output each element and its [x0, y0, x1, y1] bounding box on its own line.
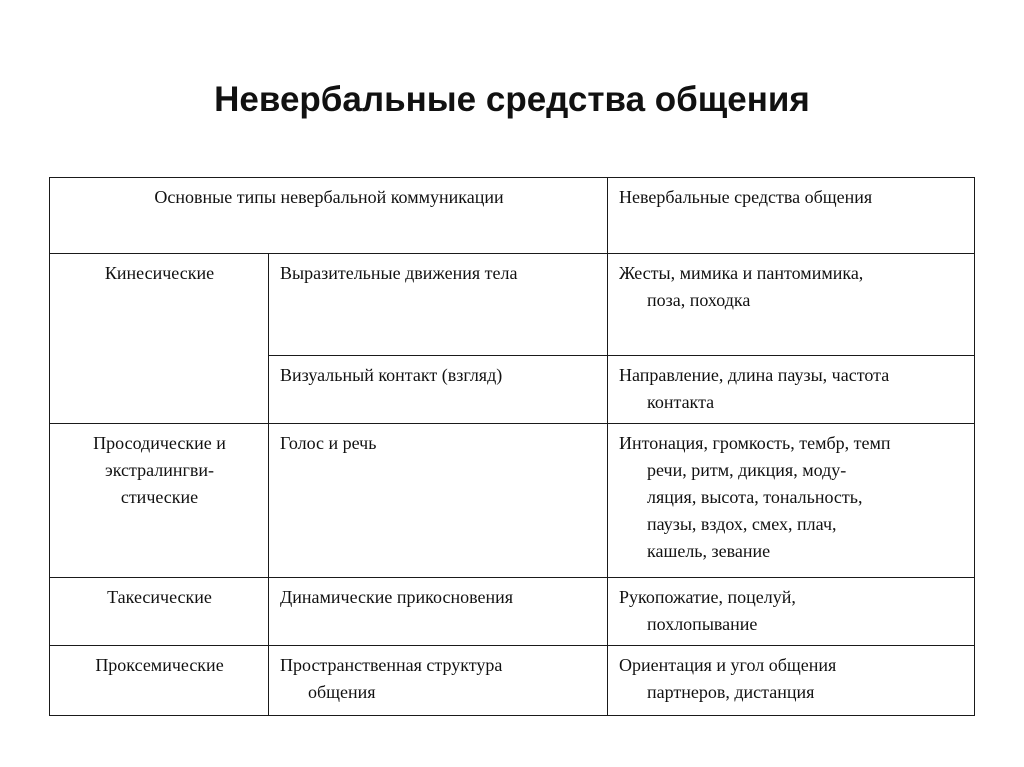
- means-cell: [608, 356, 975, 424]
- category-cell: [50, 646, 269, 716]
- subtype-cell: [269, 424, 608, 578]
- category-line: стические: [120, 487, 199, 507]
- table-row: [50, 424, 975, 578]
- header-cell-types: [50, 178, 608, 254]
- subtype-line: Выразительные движения тела: [280, 263, 518, 283]
- means-line: паузы, вздох, смех, плач,: [647, 514, 837, 534]
- subtype-line: Голос и речь: [280, 433, 377, 453]
- category-cell: [50, 254, 269, 424]
- subtype-cell: [269, 356, 608, 424]
- means-line: Интонация, громкость, тембр, темп: [619, 433, 891, 453]
- table-row: [50, 646, 975, 716]
- category-cell: [50, 578, 269, 646]
- table-header-row: [50, 178, 975, 254]
- category-line: Кинесические: [104, 263, 215, 283]
- subtype-line: Пространственная структура: [280, 655, 503, 675]
- subtype-line: Визуальный контакт (взгляд): [280, 365, 503, 385]
- category-line: Просодические и: [93, 433, 226, 453]
- means-line: Ориентация и угол общения: [619, 655, 837, 675]
- means-line: контакта: [647, 392, 715, 412]
- means-line: речи, ритм, дикция, моду-: [647, 460, 847, 480]
- means-cell: [608, 646, 975, 716]
- table-row: [50, 578, 975, 646]
- means-cell: [608, 254, 975, 356]
- means-cell: [608, 424, 975, 578]
- slide-title: Невербальные средства общения: [214, 80, 810, 119]
- table-row: [50, 254, 975, 356]
- header-types-text: Основные типы невербальной коммуникации: [154, 187, 504, 207]
- category-line: Проксемические: [95, 655, 224, 675]
- means-cell: [608, 578, 975, 646]
- means-line: Рукопожатие, поцелуй,: [619, 587, 796, 607]
- header-cell-means: [608, 178, 975, 254]
- header-means-text: Невербальные средства общения: [619, 187, 873, 207]
- means-line: партнеров, дистанция: [647, 682, 815, 702]
- subtype-cell: [269, 254, 608, 356]
- means-line: Направление, длина паузы, частота: [619, 365, 890, 385]
- subtype-line: Динамические прикосновения: [280, 587, 513, 607]
- means-line: похлопывание: [647, 614, 758, 634]
- means-line: ляция, высота, тональность,: [647, 487, 863, 507]
- category-line: экстралингви-: [104, 460, 214, 480]
- means-line: кашель, зевание: [647, 541, 771, 561]
- means-line: поза, походка: [647, 290, 751, 310]
- nonverbal-means-table: [49, 177, 975, 716]
- subtype-cell: [269, 646, 608, 716]
- category-line: Такесические: [107, 587, 212, 607]
- means-line: Жесты, мимика и пантомимика,: [619, 263, 864, 283]
- category-cell: [50, 424, 269, 578]
- subtype-line: общения: [308, 682, 376, 702]
- subtype-cell: [269, 578, 608, 646]
